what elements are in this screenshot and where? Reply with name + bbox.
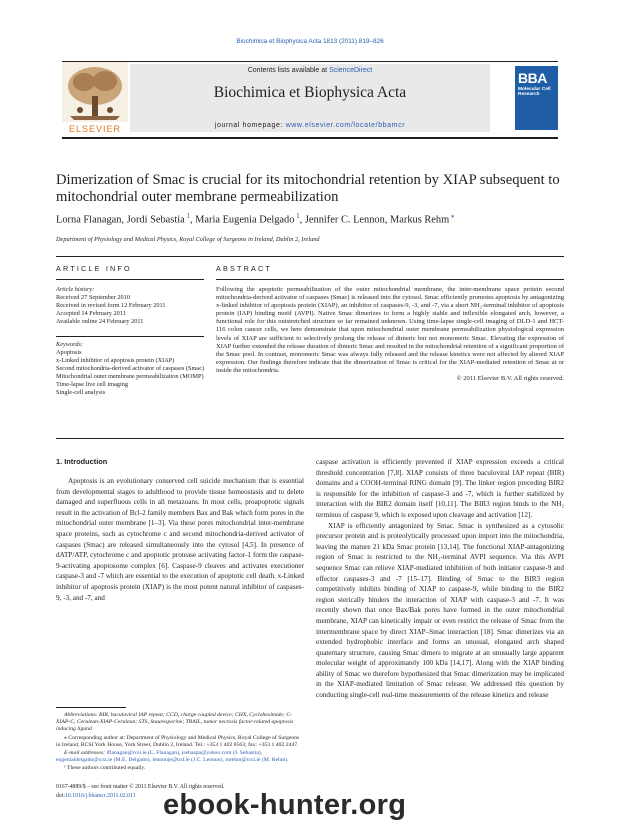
keyword: x-Linked inhibitor of apoptosis protein (XIAP) (56, 357, 175, 364)
body-paragraph: caspase activation is efficiently prevented if XIAP expression exceeds a critical threshold concentration [7,8]. XIAP consists of three baculoviral IAP repeat (BIR) domains and a COOH-terminal RING domain [9]. The linker region preceding BIR2 is responsible for the inhibition of caspase-3 and -7, which is further stabilized by interaction with the BIR2 domain itself [10,11]. The BIR3 region binds to the NH₂ terminus of caspase 9, which is exposed upon cleavage and activation [12]. (316, 458, 564, 519)
author-name: Jordi Sebastia (126, 214, 185, 226)
doi-line (56, 793, 136, 799)
history-item: Received 27 September 2010 (56, 294, 130, 301)
title-divider (56, 256, 564, 257)
journal-title: Biochimica et Biophysica Acta (213, 84, 407, 101)
article-info-heading: ARTICLE INFO (56, 264, 132, 273)
cover-subtitle: Molecular Cell Research (518, 87, 551, 98)
homepage-prefix: journal homepage: (214, 122, 286, 129)
author-mark[interactable]: ⁎ (449, 212, 455, 220)
body-left-column: Apoptosis is an evolutionary conserved cell suicide mechanism that is essential from developmental stages to adulthood to provide tissue homeostasis and to delete damaged and superfluous cells in all metazoans. In most cells, proapoptotic signals result in the activation of Bcl-2 family members Bax and Bak which form pores in the mitochondrial outer membrane [1–3]. Via these pores mitochondrial inter-membrane space proteins, such as cytochrome c and second mitochondria-derived activator of caspases (Smac) are released simultaneously into the cytosol [4,5]. In presence of dATP/ATP, cytochrome c and apoptotic protease activating factor-1 form the caspase-9-activating apoptosome complex [6]. Caspase-9 cleaves and activates executioner caspase-3 and -7 which are essential to the execution of apoptotic cell death. x-Linked inhibitor of apoptosis protein (XIAP) is the most potent natural inhibitor of caspases-9, -3, and -7, and (56, 477, 304, 602)
footnotes (56, 712, 304, 774)
abstract-body (216, 286, 564, 383)
body-right-column (316, 457, 564, 701)
email-addresses[interactable]: lflanagan@rcsi.ie (L. Flanagan), jsebaspa@yahoo.com (J. Sebastia), eugenialdelgado@rcsi.ie (M.E. Delgado), lennonje@tcd.ie (J.C. Lennon), mrehm@rcsi.ie (M. Rehm). (56, 750, 289, 764)
keyword: Apoptosis (56, 349, 82, 356)
copyright: © 2011 Elsevier B.V. All rights reserved. (456, 375, 564, 383)
history-item: Received in revised form 12 February 2011 (56, 302, 166, 309)
abstract-divider (56, 438, 564, 439)
email-label: E-mail addresses: (64, 750, 106, 757)
contents-prefix: Contents lists available at (247, 67, 330, 74)
author-list: Lorna Flanagan, Jordi Sebastia $^1$, Maria Eugenia Delgado $^1$, Jennifer C. Lennon, Markus Rehm ⁎ (56, 212, 455, 226)
keyword: Second mitochondria-derived activator of caspases (Smac) (56, 365, 205, 372)
contribution-footnote: ¹ These authors contributed equally. (64, 765, 146, 772)
article-title: Dimerization of Smac is crucial for its mitochondrial retention by XIAP subsequent to mitochondrial outer membrane permeabilization (56, 172, 560, 205)
doi-prefix: doi: (56, 793, 66, 799)
publisher-name: ELSEVIER (68, 124, 122, 134)
issn-line: 0167-4889/$ – see front matter © 2011 Elsevier B.V. All rights reserved. (56, 784, 225, 790)
author-mark: 1 (184, 212, 190, 220)
affiliation: Department of Physiology and Medical Physics, Royal College of Surgeons in Ireland, Dublin 2, Ireland (56, 236, 320, 243)
keywords (56, 341, 206, 397)
email-footnote (56, 750, 304, 764)
author-mark: 1 (294, 212, 300, 220)
history-rule (56, 336, 204, 337)
keyword: Single-cell analysis (56, 389, 106, 396)
doi-link[interactable]: 10.1016/j.bbamcr.2011.02.011 (65, 793, 136, 799)
author-name: Lorna Flanagan (56, 214, 122, 226)
abstract-text: Following the apoptotic permeabilization of the outer mitochondrial membrane, the inter-membrane space protein second mitochondria-derived activator of caspases (Smac) is released into the cytosol. Smac efficiently promotes apoptosis by antagonizing x-linked inhibitor of apoptosis protein (XIAP), an inhibitor of caspases-9, -3, and -7, via a short NH₂-terminal inhibitor of apoptosis protein (IAP) binding motif (AVPI). Native Smac dimerizes to form a highly stable and inflexible elongated arch, however, a functional role for this outstretched structure so far remained unknown. Using time-lapse single-cell imaging of DLD-1 and HCT-116 colon cancer cells, we here demonstrate that upon mitochondrial outer membrane permeabilization physiological expression levels of XIAP are sufficient to selectively prolong the release of dimeric but not monomeric Smac. Elevating the expression of XIAP further extended the release duration of dimeric Smac and resulted in the mitochondrial retention of a significant proportion of the Smac pool. In contrast, monomeric Smac was always fully released and the release kinetics were not affected by altered XIAP expression. Our findings therefore indicate that the dimerization of Smac is critical for the XIAP-mediated retention of Smac at or inside the mitochondria. (216, 286, 564, 374)
keyword: Mitochondrial outer membrane permeabilization (MOMP) (56, 373, 204, 380)
history-item: Available online 24 February 2011 (56, 318, 144, 325)
article-info-rule (56, 279, 204, 280)
article-history (56, 286, 206, 326)
header-top-rule (62, 61, 558, 62)
body-paragraph: XIAP is efficiently antagonized by Smac. Smac is synthesized as a cytosolic precursor protein and is proteolytically processed upon import into the mitochondria, leaving the mature 21 kDa Smac protein [13,14]. The functional XIAP-antagonizing region of Smac is restricted to the NH₂-terminal AVPI sequence. Via this AVPI sequence Smac can relieve XIAP-mediated inhibition of both initiator caspase-9 and effector caspases-3 and -7 [15–17]. Binding of Smac to the BIR3 region competitively inhibits binding of XIAP to caspase-9, while binding to the BIR2 region sterically hinders the interaction of XIAP with caspase-3 and -7. It was recently shown that once Bax/Bak pores have formed in the outer mitochondrial membrane, XIAP can kinetically impair or even restrict the release of Smac from the intermembrane space by direct XIAP–Smac interaction [18]. Smac dimerizes via an extended hydrophobic interface and forms an unusual, elongated arch shaped quaternary structure, causing Smac dimers to migrate at an unusually large apparent molecular weight of approximately 100 kDa [14,17]. Along with the XIAP binding ability of Smac we therefore hypothesized that Smac dimerization may be implicated in the XIAP-mediated limitation of Smac release. We addressed this question by conducting single-cell real-time measurements of the release kinetics and release (316, 521, 564, 700)
section-heading: 1. Introduction (56, 457, 108, 466)
history-item: Accepted 14 February 2011 (56, 310, 126, 317)
header-bottom-rule (62, 137, 558, 139)
cover-title: BBA (518, 70, 547, 86)
abstract-rule (216, 279, 564, 280)
abstract-heading: ABSTRACT (216, 264, 272, 273)
journal-cover[interactable] (515, 66, 558, 130)
history-label: Article history: (56, 286, 95, 293)
keywords-label: Keywords: (56, 341, 84, 348)
footnote-rule (56, 707, 126, 708)
abbreviations-footnote: Abbreviations: BIR, baculoviral IAP repeat; CCD, charge coupled device; CHX, Cycloheximide; C-XIAP-C, Cerulean-XIAP-Cerulean; STS, Staurosporine; TRAIL, tumor necrosis factor-related apoptosis inducing ligand (56, 712, 294, 733)
author-name: Markus Rehm (390, 214, 450, 226)
author-name: Jennifer C. Lennon (304, 214, 385, 226)
corresponding-author-footnote: ⁎ Corresponding author at: Department of Physiology and Medical Physics, Royal College of Surgeons in Ireland, RCSI York House, York Street, Dublin 2, Ireland. Tel.: +353 1 402 8563; fax: +353 1 402 2447. (56, 734, 300, 748)
sciencedirect-link[interactable]: ScienceDirect (329, 67, 373, 74)
journal-citation[interactable]: Biochimica et Biophysica Acta 1813 (2011) 819–826 (236, 38, 384, 45)
keyword: Time-lapse live cell imaging (56, 381, 128, 388)
author-name: Maria Eugenia Delgado (195, 214, 295, 226)
homepage-link[interactable]: www.elsevier.com/locate/bbamcr (285, 122, 406, 129)
watermark: ebook-hunter.org (163, 789, 407, 821)
